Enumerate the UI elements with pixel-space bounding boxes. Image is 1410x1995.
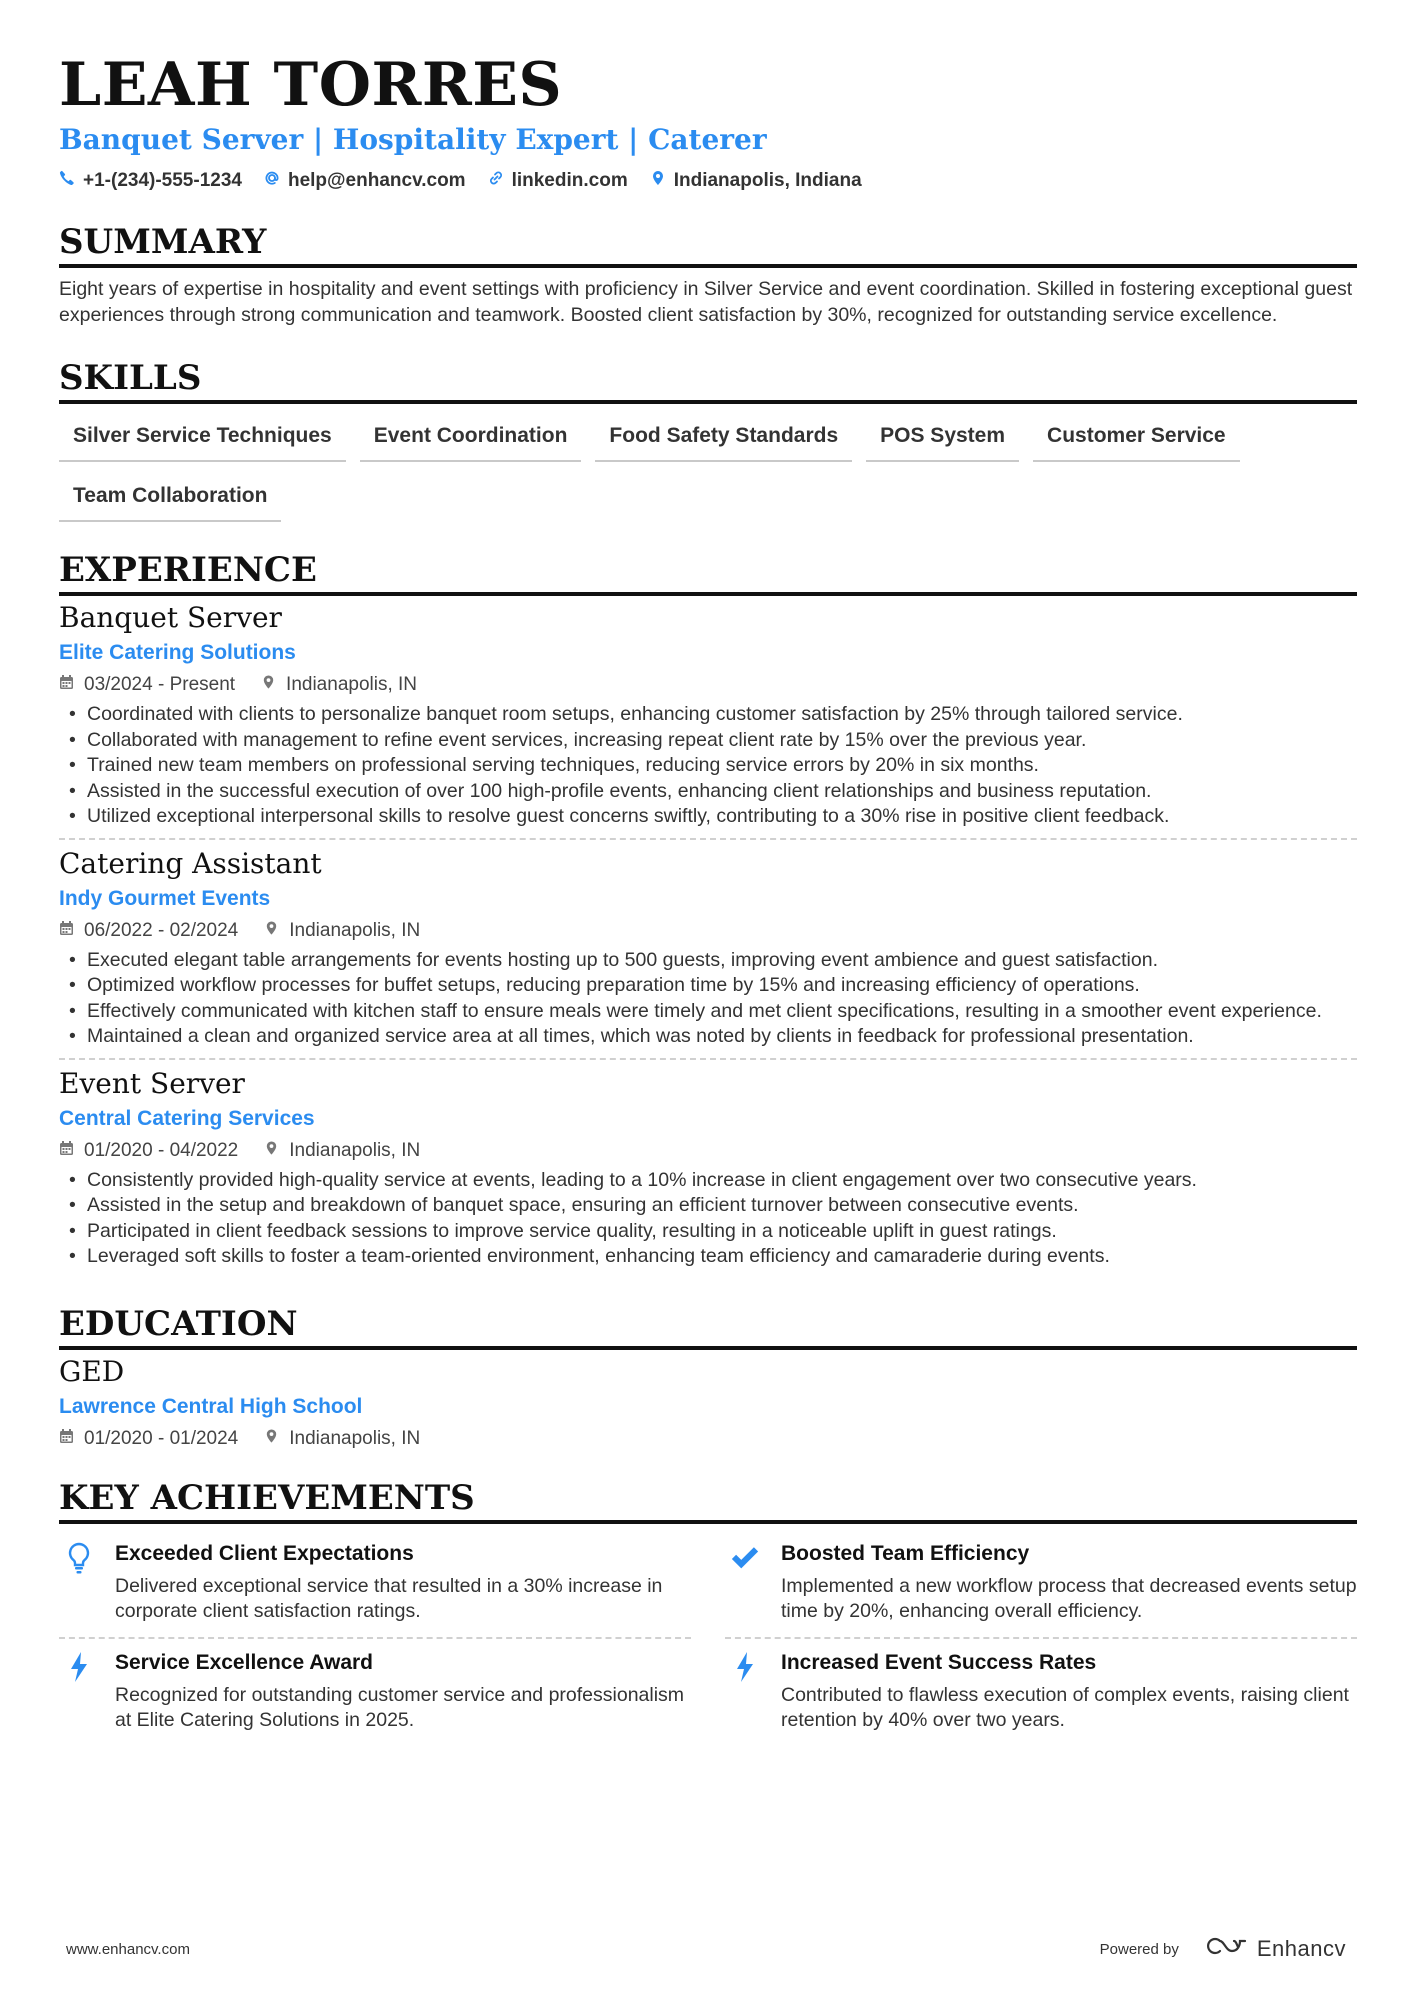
degree-title: GED <box>59 1354 125 1388</box>
map-pin-icon <box>264 1138 279 1164</box>
link-icon <box>488 170 504 192</box>
job-title: Banquet Server <box>59 601 282 634</box>
job-location-text: Indianapolis, IN <box>286 674 418 695</box>
page-footer <box>66 1935 1346 1963</box>
job-dates <box>59 918 238 944</box>
job-meta <box>59 672 1357 698</box>
job-bullets <box>59 948 1357 1050</box>
contact-email-text: help@enhancv.com <box>287 170 466 191</box>
job-entry <box>59 1058 1357 1278</box>
calendar-icon <box>59 1426 74 1452</box>
map-pin-icon <box>261 672 276 698</box>
brand-name: Enhancv <box>1256 1936 1346 1961</box>
experience-section <box>59 550 1357 1278</box>
achievement-title: Service Excellence Award <box>115 1650 373 1674</box>
skill-tag: Silver Service Techniques <box>59 412 346 462</box>
achievement-title: Exceeded Client Expectations <box>115 1541 414 1565</box>
achievements-title: KEY ACHIEVEMENTS <box>59 1478 1357 1524</box>
education-location <box>264 1426 420 1452</box>
list-item: • Collaborated with management to refine event services, increasing repeat client rate by 15% over the previous year. <box>59 728 1357 754</box>
list-item: • Trained new team members on professional serving techniques, reducing service errors by 20% in six months. <box>59 753 1357 779</box>
list-item: • Leveraged soft skills to foster a team-oriented environment, enhancing team efficiency and camaraderie during events. <box>59 1244 1357 1270</box>
company-name: Elite Catering Solutions <box>59 641 296 664</box>
powered-by-label: Powered by <box>1099 1940 1179 1958</box>
skill-tag: Food Safety Standards <box>595 412 852 462</box>
job-meta <box>59 1138 1357 1164</box>
job-entry <box>59 600 1357 838</box>
achievement-desc: Implemented a new workflow process that decreased events setup time by 20%, enhancing overall efficiency. <box>781 1574 1357 1622</box>
list-item: • Executed elegant table arrangements for events hosting up to 500 guests, improving event ambience and guest satisfaction. <box>59 948 1357 974</box>
achievement-title: Boosted Team Efficiency <box>781 1541 1030 1565</box>
job-location-text: Indianapolis, IN <box>289 1139 421 1161</box>
candidate-name: LEAH TORRES <box>59 50 563 120</box>
skills-list <box>59 412 1357 522</box>
contact-location <box>650 170 862 192</box>
list-item: • Optimized workflow processes for buffet setups, reducing preparation time by 15% and increasing efficiency of operations. <box>59 973 1357 999</box>
list-item: • Utilized exceptional interpersonal skills to resolve guest concerns swiftly, contributing to a 30% rise in positive client feedback. <box>59 804 1357 830</box>
contact-phone-text: +1-(234)-555-1234 <box>83 170 242 191</box>
experience-title: EXPERIENCE <box>59 550 1357 596</box>
job-meta <box>59 918 1357 944</box>
skill-tag: Customer Service <box>1033 412 1240 462</box>
education-location-text: Indianapolis, IN <box>289 1427 421 1449</box>
contact-row <box>59 170 1357 192</box>
achievement-item <box>59 1639 691 1746</box>
achievement-desc: Contributed to flawless execution of complex events, raising client retention by 40% over two years. <box>781 1683 1349 1731</box>
contact-linkedin-text: linkedin.com <box>511 170 628 191</box>
job-dates-text: 06/2022 - 02/2024 <box>84 919 239 941</box>
calendar-icon <box>59 672 74 698</box>
resume-page <box>59 50 1357 1746</box>
skills-section <box>59 358 1357 522</box>
phone-icon <box>59 170 75 192</box>
company-name: Central Catering Services <box>59 1106 315 1130</box>
job-bullets <box>59 1168 1357 1270</box>
job-entry <box>59 838 1357 1058</box>
skill-tag: Team Collaboration <box>59 472 281 522</box>
list-item: • Assisted in the successful execution of over 100 high-profile events, enhancing client relationships and business reputation. <box>59 779 1357 805</box>
resume-header <box>59 50 1357 192</box>
list-item: • Consistently provided high-quality service at events, leading to a 10% increase in client engagement over two consecutive years. <box>59 1168 1357 1194</box>
calendar-icon <box>59 1138 74 1164</box>
contact-linkedin[interactable] <box>488 170 628 192</box>
achievement-item <box>725 1639 1357 1746</box>
job-dates <box>59 1138 238 1164</box>
achievement-desc: Recognized for outstanding customer service and professionalism at Elite Catering Solutions in 2025. <box>115 1683 685 1731</box>
map-pin-icon <box>650 170 666 192</box>
achievement-desc: Delivered exceptional service that resulted in a 30% increase in corporate client satisfaction ratings. <box>115 1574 663 1622</box>
lightning-icon <box>725 1649 765 1734</box>
job-location <box>264 918 420 944</box>
company-name: Indy Gourmet Events <box>59 886 271 910</box>
job-location <box>264 1138 420 1164</box>
footer-website[interactable]: www.enhancv.com <box>66 1940 190 1958</box>
achievement-item <box>725 1530 1357 1639</box>
calendar-icon <box>59 918 74 944</box>
brand-logo[interactable] <box>1205 1935 1346 1963</box>
job-title: Catering Assistant <box>59 846 322 880</box>
list-item: • Participated in client feedback sessions to improve service quality, resulting in a noticeable uplift in guest ratings. <box>59 1219 1357 1245</box>
enhancv-logo-icon <box>1205 1935 1249 1963</box>
education-title: EDUCATION <box>59 1304 1357 1350</box>
job-dates-text: 03/2024 - Present <box>84 674 236 695</box>
achievement-item <box>59 1530 691 1639</box>
list-item: • Effectively communicated with kitchen staff to ensure meals were timely and met client specifications, resulting in a smoother event experience. <box>59 999 1357 1025</box>
job-dates <box>59 672 235 698</box>
checkmark-icon <box>725 1540 765 1625</box>
contact-location-text: Indianapolis, Indiana <box>673 170 862 191</box>
achievements-grid <box>59 1530 1357 1746</box>
powered-by <box>1100 1935 1346 1963</box>
education-dates <box>59 1426 238 1452</box>
at-sign-icon <box>264 170 280 192</box>
summary-text: Eight years of expertise in hospitality and event settings with proficiency in Silver Service and event coordination. Skilled in fostering exceptional guest experiences through strong communication and teamwork. Boosted client satisfaction by 30%, recognized for outstanding service excellence. <box>59 278 1353 326</box>
map-pin-icon <box>264 918 279 944</box>
contact-email[interactable] <box>264 170 466 192</box>
list-item: • Coordinated with clients to personalize banquet room setups, enhancing customer satisfaction by 25% through tailored service. <box>59 702 1357 728</box>
list-item: • Maintained a clean and organized service area at all times, which was noted by clients in feedback for professional presentation. <box>59 1024 1357 1050</box>
school-name: Lawrence Central High School <box>59 1394 363 1418</box>
job-bullets <box>59 702 1357 830</box>
lightning-icon <box>59 1649 99 1734</box>
job-location-text: Indianapolis, IN <box>289 919 421 941</box>
skills-title: SKILLS <box>59 358 1357 404</box>
achievement-title: Increased Event Success Rates <box>781 1650 1097 1674</box>
education-meta <box>59 1426 1357 1452</box>
education-entry <box>59 1354 1357 1460</box>
summary-section <box>59 222 1357 328</box>
summary-title: SUMMARY <box>59 222 1357 268</box>
job-dates-text: 01/2020 - 04/2022 <box>84 1139 239 1161</box>
skill-tag: POS System <box>866 412 1019 462</box>
job-location <box>261 672 417 698</box>
skill-tag: Event Coordination <box>360 412 582 462</box>
list-item: • Assisted in the setup and breakdown of banquet space, ensuring an efficient turnover between consecutive events. <box>59 1193 1357 1219</box>
achievements-section <box>59 1478 1357 1746</box>
lightbulb-icon <box>59 1540 99 1625</box>
education-section <box>59 1304 1357 1460</box>
candidate-headline: Banquet Server | Hospitality Expert | Caterer <box>59 123 767 156</box>
contact-phone[interactable] <box>59 170 242 192</box>
education-dates-text: 01/2020 - 01/2024 <box>84 1427 239 1449</box>
job-title: Event Server <box>59 1066 245 1100</box>
map-pin-icon <box>264 1426 279 1452</box>
